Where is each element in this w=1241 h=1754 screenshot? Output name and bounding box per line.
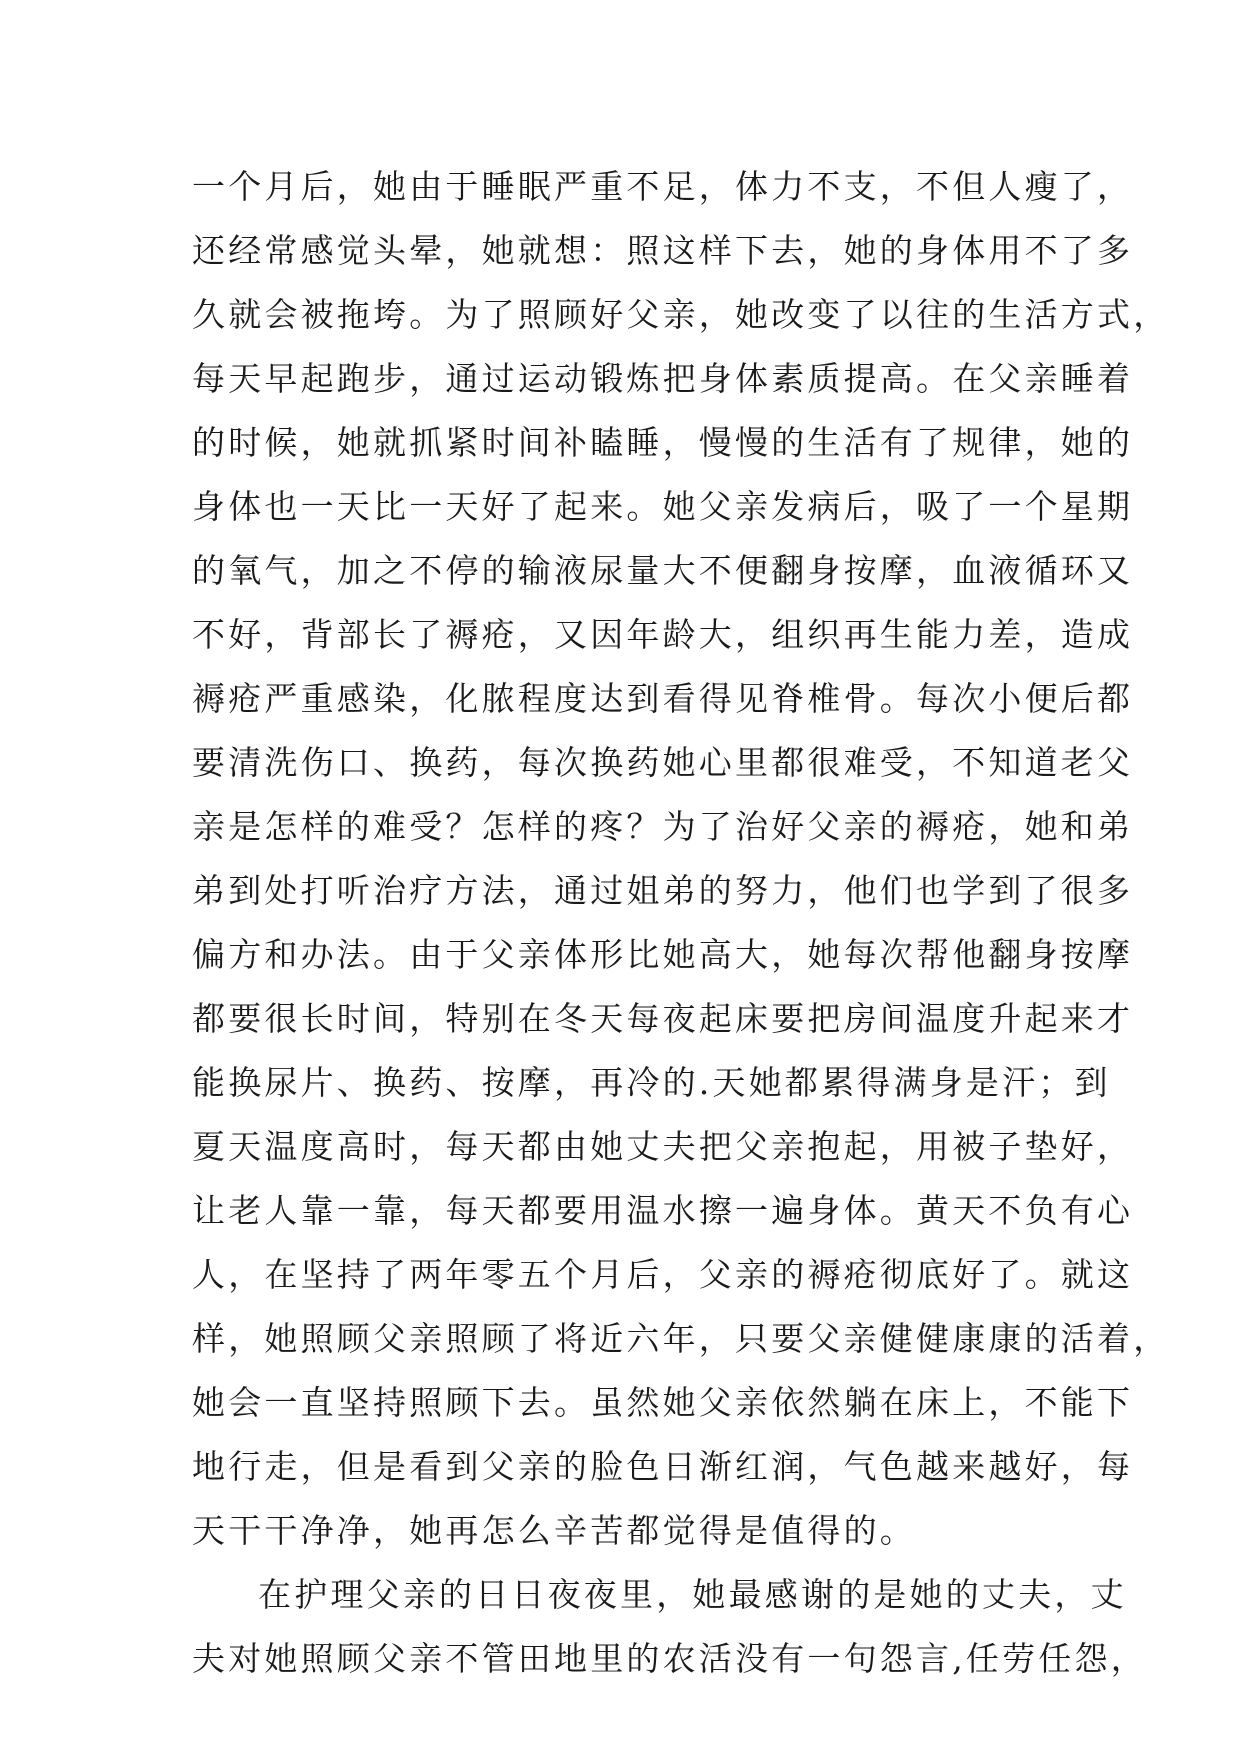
text-line: 亲是怎样的难受？怎样的疼？为了治好父亲的褥疮，她和弟	[192, 807, 1134, 846]
text-line: 的时候，她就抓紧时间补瞌睡，慢慢的生活有了规律，她的	[192, 423, 1134, 462]
text-line: 要清洗伤口、换药，每次换药她心里都很难受，不知道老父	[192, 743, 1134, 782]
text-line: 夫对她照顾父亲不管田地里的农活没有一句怨言,任劳任怨，	[192, 1639, 1147, 1678]
text-line: 每天早起跑步，通过运动锻炼把身体素质提高。在父亲睡着	[192, 359, 1134, 398]
text-line: 都要很长时间，特别在冬天每夜起床要把房间温度升起来才	[192, 999, 1134, 1038]
text-line: 久就会被拖垮。为了照顾好父亲，她改变了以往的生活方式，	[192, 295, 1170, 334]
text-line: 她会一直坚持照顾下去。虽然她父亲依然躺在床上，不能下	[192, 1383, 1134, 1422]
text-line: 让老人靠一靠，每天都要用温水擦一遍身体。黄天不负有心	[192, 1191, 1134, 1230]
text-line: 身体也一天比一天好了起来。她父亲发病后，吸了一个星期	[192, 487, 1134, 526]
text-line: 的氧气，加之不停的输液尿量大不便翻身按摩，血液循环又	[192, 551, 1134, 590]
text-line: 不好，背部长了褥疮，又因年龄大，组织再生能力差，造成	[192, 615, 1134, 654]
text-line: 地行走，但是看到父亲的脸色日渐红润，气色越来越好，每	[192, 1447, 1134, 1486]
text-line: 天干干净净，她再怎么辛苦都觉得是值得的。	[192, 1511, 916, 1550]
text-line: 还经常感觉头晕，她就想：照这样下去，她的身体用不了多	[192, 231, 1134, 270]
paragraph-first-line: 在护理父亲的日日夜夜里，她最感谢的是她的丈夫，丈	[258, 1575, 1127, 1614]
text-line: 偏方和办法。由于父亲体形比她高大，她每次帮他翻身按摩	[192, 935, 1134, 974]
text-line: 夏天温度高时，每天都由她丈夫把父亲抱起，用被子垫好，	[192, 1127, 1134, 1166]
text-line: 弟到处打听治疗方法，通过姐弟的努力，他们也学到了很多	[192, 871, 1134, 910]
body-text	[192, 155, 1170, 1691]
text-line: 能换尿片、换药、按摩，再冷的.天她都累得满身是汗；到	[192, 1063, 1111, 1102]
text-line: 褥疮严重感染，化脓程度达到看得见脊椎骨。每次小便后都	[192, 679, 1134, 718]
text-line: 一个月后，她由于睡眠严重不足，体力不支，不但人瘦了，	[192, 167, 1134, 206]
text-line: 人，在坚持了两年零五个月后，父亲的褥疮彻底好了。就这	[192, 1255, 1134, 1294]
text-line: 样，她照顾父亲照顾了将近六年，只要父亲健健康康的活着，	[192, 1319, 1170, 1358]
